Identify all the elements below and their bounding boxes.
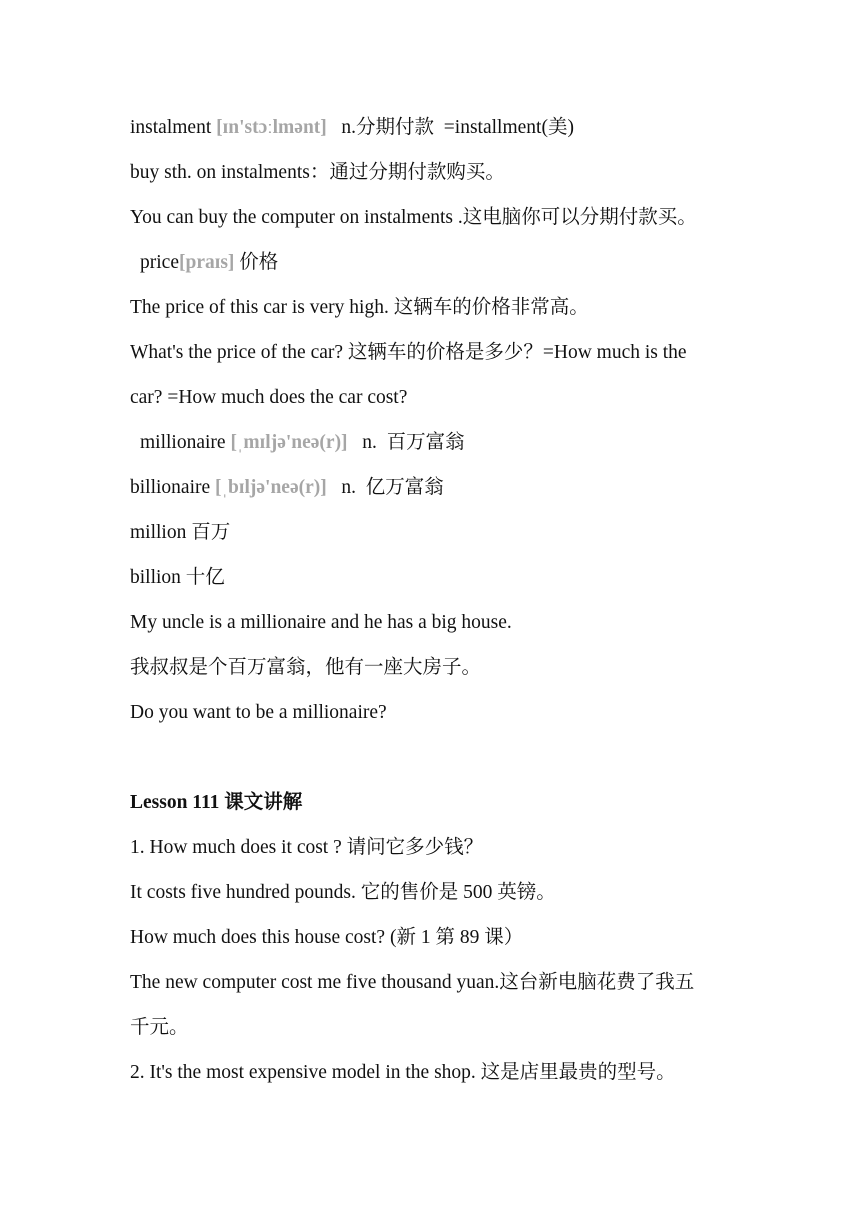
phrase-buy-on-instalments: buy sth. on instalments：通过分期付款购买。 xyxy=(130,162,505,183)
vocab-word: instalment xyxy=(130,117,217,138)
vocab-price xyxy=(140,251,278,275)
example-sentence: It costs five hundred pounds. 它的售价是 500 英镑。 xyxy=(130,882,556,903)
vocab-meaning: 价格 xyxy=(234,252,279,273)
vocab-meaning: n. 亿万富翁 xyxy=(326,477,444,498)
example-sentence: The new computer cost me five thousand yuan.这台新电脑花费了我五 xyxy=(130,972,695,993)
vocab-million: million 百万 xyxy=(130,522,231,543)
phonetic-transcription: [praɪs] xyxy=(178,252,235,273)
example-sentence-continued: car? =How much does the car cost? xyxy=(130,387,408,408)
lesson-point: 2. It's the most expensive model in the shop. 这是店里最贵的型号。 xyxy=(130,1062,676,1083)
phonetic-transcription: [ɪn'stɔːlmənt] xyxy=(216,117,327,138)
example-sentence: My uncle is a millionaire and he has a big house. xyxy=(130,612,512,633)
vocab-word: price xyxy=(140,252,179,273)
vocab-meaning: n. 百万富翁 xyxy=(347,432,465,453)
vocab-word: billionaire xyxy=(130,477,216,498)
example-sentence: Do you want to be a millionaire? xyxy=(130,702,387,723)
lesson-point: 1. How much does it cost ? 请问它多少钱？ xyxy=(130,837,484,858)
lesson-heading: Lesson 111 课文讲解 xyxy=(130,792,303,813)
example-sentence: You can buy the computer on instalments .这电脑你可以分期付款买。 xyxy=(130,207,697,228)
phonetic-transcription: [ˌbɪljə'neə(r)] xyxy=(215,477,327,498)
example-sentence: How much does this house cost? (新 1 第 89 课） xyxy=(130,927,524,948)
example-sentence: The price of this car is very high. 这辆车的价格非常高。 xyxy=(130,297,589,318)
vocab-billion: billion 十亿 xyxy=(130,567,225,588)
example-sentence: What's the price of the car? 这辆车的价格是多少？=How much is the xyxy=(130,342,687,363)
example-sentence-continued: 千元。 xyxy=(130,1017,189,1038)
vocab-millionaire xyxy=(140,431,465,455)
vocab-billionaire xyxy=(130,476,444,500)
phonetic-transcription: [ˌmɪljə'neə(r)] xyxy=(230,432,348,453)
vocab-meaning: n.分期付款 =installment(美) xyxy=(326,117,574,138)
vocab-word: millionaire xyxy=(140,432,231,453)
vocab-instalment xyxy=(130,116,574,140)
example-translation: 我叔叔是个百万富翁，他有一座大房子。 xyxy=(130,657,482,678)
